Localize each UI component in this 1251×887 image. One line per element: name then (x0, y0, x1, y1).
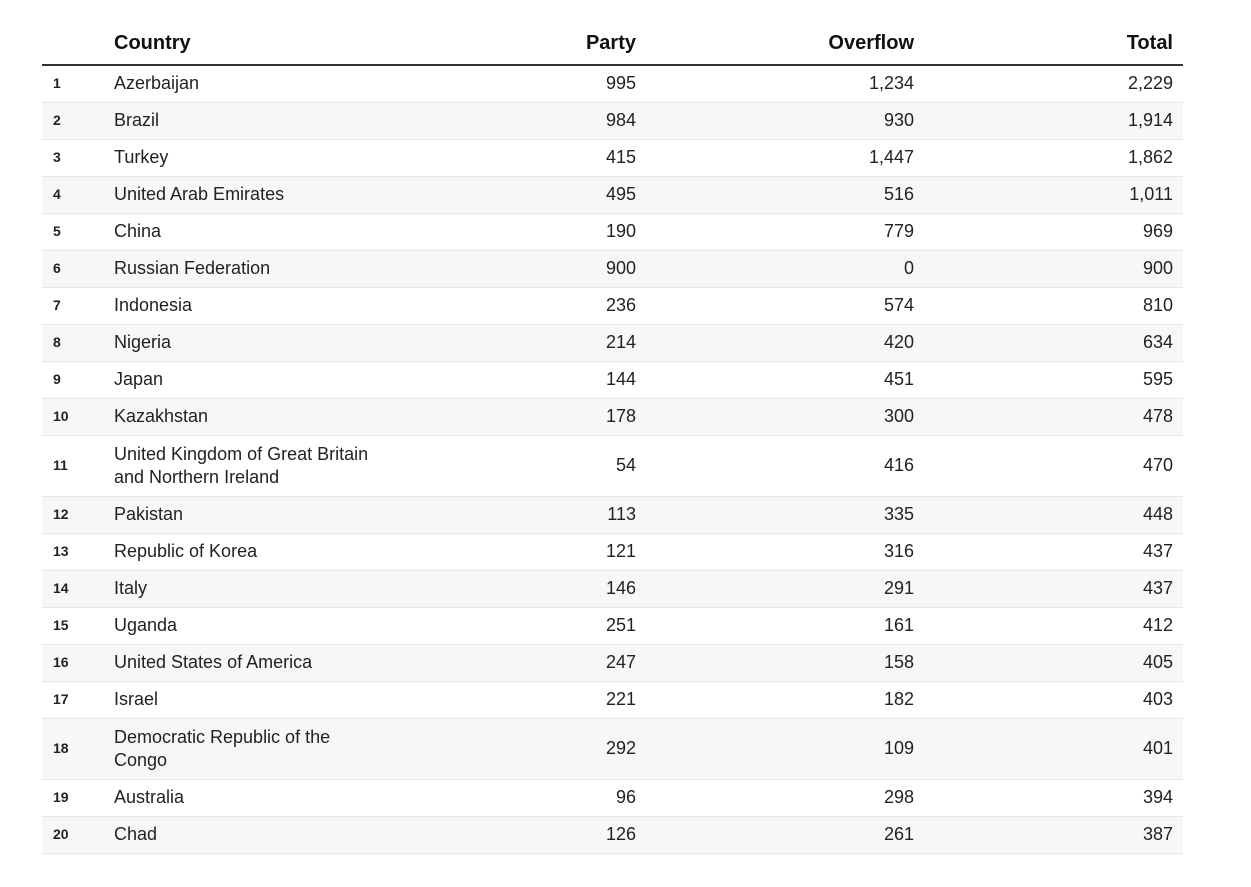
cell-total: 401 (1142, 738, 1173, 758)
cell-party: 221 (605, 689, 636, 709)
cell-party: 247 (605, 652, 636, 672)
cell-rank: 11 (53, 457, 68, 473)
header-party[interactable]: Party (444, 22, 646, 65)
cell-country (114, 570, 444, 607)
cell-country (114, 398, 444, 435)
cell-overflow: 109 (883, 738, 914, 758)
cell-country (114, 779, 444, 816)
cell-country (114, 65, 444, 102)
country-name: Uganda (114, 615, 178, 635)
cell-rank: 5 (53, 223, 61, 239)
cell-rank: 19 (53, 789, 69, 805)
cell-party: 995 (605, 73, 636, 94)
header-overflow[interactable]: Overflow (646, 22, 924, 65)
cell-total: 634 (1142, 332, 1173, 352)
cell-overflow: 516 (883, 184, 914, 204)
cell-country (114, 816, 444, 853)
cell-rank: 8 (53, 334, 61, 350)
cell-total: 470 (1142, 455, 1173, 475)
cell-overflow: 298 (883, 787, 914, 807)
cell-overflow: 316 (883, 541, 914, 561)
table-row (42, 361, 1183, 398)
cell-total: 448 (1142, 504, 1173, 524)
country-name: United Kingdom of Great Britain and Northern Ireland (114, 443, 369, 487)
cell-rank: 6 (53, 260, 61, 276)
country-name: United Arab Emirates (114, 184, 285, 204)
cell-total: 412 (1142, 615, 1173, 635)
cell-overflow: 416 (883, 455, 914, 475)
country-name: Turkey (114, 147, 169, 167)
country-name: Italy (114, 578, 148, 598)
country-name: United States of America (114, 652, 313, 672)
cell-party: 900 (605, 258, 636, 278)
cell-country (114, 644, 444, 681)
country-name: Brazil (114, 110, 160, 130)
cell-country (114, 607, 444, 644)
table-row (42, 324, 1183, 361)
table-row (42, 681, 1183, 718)
country-name: Republic of Korea (114, 541, 258, 561)
cell-rank: 20 (53, 826, 69, 842)
cell-overflow: 261 (883, 824, 914, 844)
table-row (42, 102, 1183, 139)
table-row (42, 398, 1183, 435)
cell-overflow: 574 (883, 295, 914, 315)
table-row (42, 65, 1183, 102)
table-row (42, 644, 1183, 681)
table-row (42, 213, 1183, 250)
cell-party: 214 (605, 332, 636, 352)
table-row (42, 533, 1183, 570)
cell-party: 146 (605, 578, 636, 598)
country-name: Democratic Republic of the Congo (114, 726, 331, 770)
table-body (42, 65, 1183, 853)
cell-party: 292 (605, 738, 636, 758)
table-row (42, 496, 1183, 533)
country-table-container (42, 22, 1183, 854)
table-row (42, 139, 1183, 176)
cell-country (114, 718, 444, 779)
cell-party: 121 (605, 541, 636, 561)
cell-country (114, 250, 444, 287)
cell-country (114, 176, 444, 213)
cell-party: 144 (605, 369, 636, 389)
cell-rank: 4 (53, 186, 61, 202)
table-row (42, 570, 1183, 607)
cell-total: 1,011 (1129, 184, 1173, 204)
cell-party: 251 (605, 615, 636, 635)
cell-party: 984 (605, 110, 636, 130)
cell-rank: 16 (53, 654, 69, 670)
cell-rank: 14 (53, 580, 69, 596)
cell-total: 478 (1142, 406, 1173, 426)
cell-rank: 9 (53, 371, 61, 387)
cell-overflow: 291 (883, 578, 914, 598)
cell-rank: 12 (53, 506, 69, 522)
country-name: Pakistan (114, 504, 184, 524)
cell-country (114, 435, 444, 496)
cell-rank: 13 (53, 543, 69, 559)
cell-party: 415 (605, 147, 636, 167)
country-name: Australia (114, 787, 185, 807)
cell-country (114, 324, 444, 361)
cell-total: 405 (1142, 652, 1173, 672)
cell-party: 113 (607, 504, 636, 524)
cell-country (114, 139, 444, 176)
cell-overflow: 1,234 (868, 73, 914, 94)
cell-total: 394 (1142, 787, 1173, 807)
cell-total: 437 (1142, 578, 1173, 598)
cell-total: 810 (1142, 295, 1173, 315)
country-name: Kazakhstan (114, 406, 209, 426)
cell-rank: 18 (53, 740, 69, 756)
cell-total: 969 (1142, 221, 1173, 241)
header-rank (42, 22, 114, 65)
cell-country (114, 287, 444, 324)
cell-country (114, 102, 444, 139)
cell-overflow: 182 (883, 689, 914, 709)
table-row (42, 176, 1183, 213)
country-name: Indonesia (114, 295, 193, 315)
country-name: Azerbaijan (114, 73, 200, 94)
table-row (42, 607, 1183, 644)
table-row (42, 250, 1183, 287)
cell-country (114, 361, 444, 398)
cell-total: 900 (1142, 258, 1173, 278)
cell-country (114, 681, 444, 718)
cell-overflow: 1,447 (868, 147, 914, 167)
table-row (42, 287, 1183, 324)
country-name: China (114, 221, 162, 241)
country-name: Japan (114, 369, 164, 389)
table-header (42, 22, 1183, 65)
cell-party: 190 (605, 221, 636, 241)
country-name: Israel (114, 689, 159, 709)
table-row (42, 718, 1183, 779)
cell-rank: 10 (53, 408, 69, 424)
cell-rank: 7 (53, 297, 61, 313)
cell-overflow: 161 (883, 615, 914, 635)
cell-rank: 1 (53, 75, 61, 92)
table-row (42, 816, 1183, 853)
cell-overflow: 0 (903, 258, 914, 278)
cell-party: 126 (605, 824, 636, 844)
cell-total: 1,862 (1127, 147, 1173, 167)
cell-party: 54 (615, 455, 636, 475)
cell-party: 178 (605, 406, 636, 426)
cell-total: 387 (1142, 824, 1173, 844)
country-name: Russian Federation (114, 258, 271, 278)
cell-country (114, 533, 444, 570)
cell-rank: 15 (53, 617, 69, 633)
cell-total: 437 (1142, 541, 1173, 561)
cell-total: 2,229 (1127, 73, 1173, 94)
cell-overflow: 158 (883, 652, 914, 672)
cell-party: 236 (605, 295, 636, 315)
cell-rank: 3 (53, 149, 61, 165)
country-name: Chad (114, 824, 158, 844)
cell-country (114, 213, 444, 250)
cell-rank: 2 (53, 112, 61, 128)
cell-overflow: 451 (883, 369, 914, 389)
country-table (42, 22, 1183, 854)
cell-rank: 17 (53, 691, 69, 707)
cell-total: 1,914 (1127, 110, 1173, 130)
cell-overflow: 779 (883, 221, 914, 241)
cell-party: 96 (615, 787, 636, 807)
cell-overflow: 335 (883, 504, 914, 524)
cell-total: 403 (1142, 689, 1173, 709)
header-country[interactable]: Country (114, 22, 444, 65)
header-total[interactable]: Total (924, 22, 1183, 65)
header-row (42, 22, 1183, 65)
cell-overflow: 300 (883, 406, 914, 426)
cell-total: 595 (1142, 369, 1173, 389)
cell-overflow: 930 (883, 110, 914, 130)
cell-overflow: 420 (883, 332, 914, 352)
table-row (42, 779, 1183, 816)
table-row (42, 435, 1183, 496)
cell-country (114, 496, 444, 533)
country-name: Nigeria (114, 332, 172, 352)
cell-party: 495 (605, 184, 636, 204)
